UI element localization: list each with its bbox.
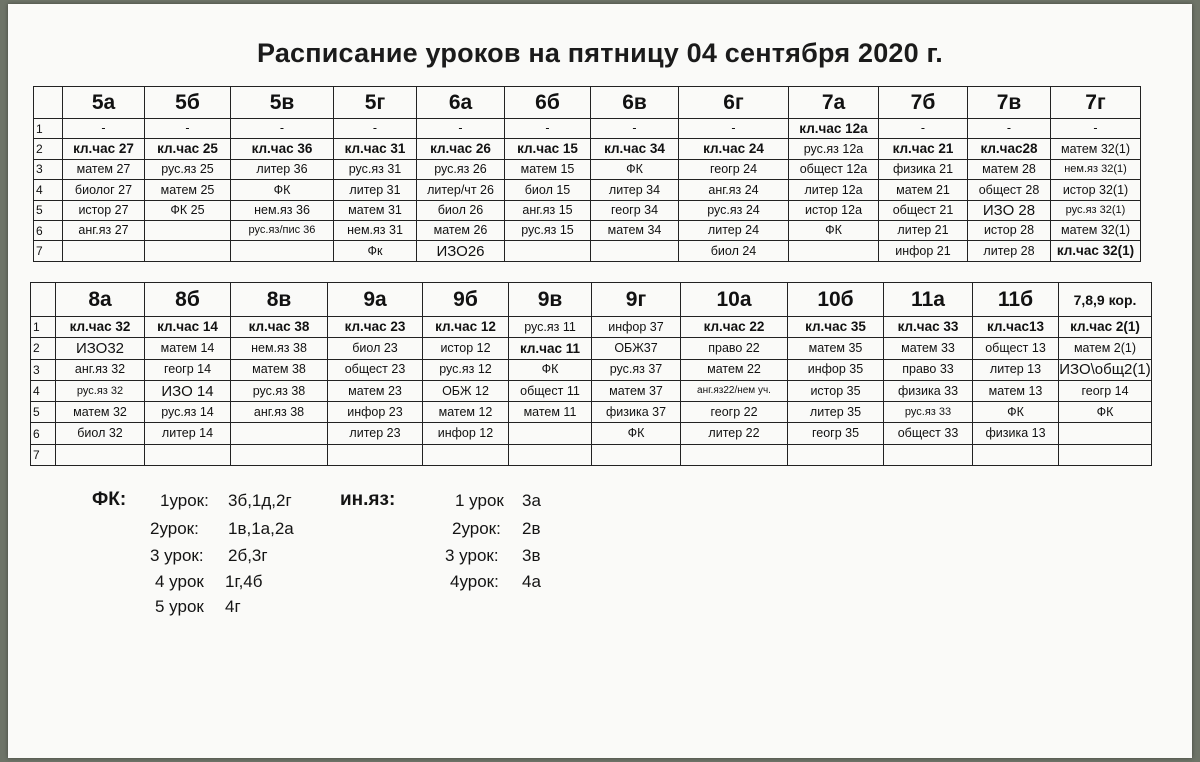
class-header: 6в (591, 87, 679, 119)
lesson-cell: кл.час 22 (681, 317, 788, 338)
lesson-cell: кл.час 26 (417, 139, 505, 159)
lesson-cell: литер 23 (328, 423, 423, 444)
lesson-cell (973, 444, 1059, 465)
lesson-cell (1059, 444, 1152, 465)
lesson-cell: литер 21 (879, 220, 968, 240)
lesson-cell: биолог 27 (63, 180, 145, 200)
lesson-cell: матем 37 (592, 380, 681, 401)
lesson-cell: кл.час 2(1) (1059, 317, 1152, 338)
lesson-cell: кл.час 11 (509, 338, 592, 359)
class-header: 8в (231, 283, 328, 317)
lesson-cell: рус.яз 31 (334, 159, 417, 179)
class-header: 7в (968, 87, 1051, 119)
lesson-cell: инфор 21 (879, 241, 968, 261)
lesson-cell: кл.час 27 (63, 139, 145, 159)
lesson-cell: инфор 35 (788, 359, 884, 380)
lesson-cell (681, 444, 788, 465)
lesson-cell: литер 24 (679, 220, 789, 240)
lesson-cell: биол 15 (505, 180, 591, 200)
lesson-cell: кл.час 12 (423, 317, 509, 338)
lesson-cell: рус.яз 25 (145, 159, 231, 179)
lesson-row (34, 200, 1141, 220)
lesson-cell: биол 23 (328, 338, 423, 359)
class-header: 5б (145, 87, 231, 119)
lesson-cell (1059, 423, 1152, 444)
fk-label: ФК: (92, 489, 127, 510)
lesson-cell: геогр 14 (1059, 380, 1152, 401)
fk-classes: 4г (225, 597, 241, 616)
lesson-cell: литер 28 (968, 241, 1051, 261)
lesson-cell (505, 241, 591, 261)
lesson-cell: матем 38 (231, 359, 328, 380)
class-header: 11а (884, 283, 973, 317)
lesson-cell: ФК (1059, 402, 1152, 423)
lesson-cell: физика 13 (973, 423, 1059, 444)
lesson-cell: рус.яз 26 (417, 159, 505, 179)
lesson-cell: матем 31 (334, 200, 417, 220)
class-header: 5в (231, 87, 334, 119)
lesson-cell: рус.яз 38 (231, 380, 328, 401)
lesson-cell: инфор 12 (423, 423, 509, 444)
lesson-cell (145, 241, 231, 261)
lesson-cell: ФК (973, 402, 1059, 423)
lesson-cell (56, 444, 145, 465)
fk-lesson: 3 урок: (150, 546, 204, 565)
lesson-cell: - (231, 119, 334, 139)
lang-classes: 2в (522, 519, 541, 538)
lesson-cell: нем.яз 36 (231, 200, 334, 220)
lesson-cell: матем 22 (681, 359, 788, 380)
lesson-cell: - (505, 119, 591, 139)
lesson-cell: кл.час 34 (591, 139, 679, 159)
fk-lesson: 2урок: (150, 519, 199, 538)
lesson-cell: геогр 24 (679, 159, 789, 179)
lesson-cell: - (679, 119, 789, 139)
corner-cell (34, 87, 63, 119)
lesson-cell: истор 32(1) (1051, 180, 1141, 200)
lesson-cell: матем 33 (884, 338, 973, 359)
lesson-cell: матем 25 (145, 180, 231, 200)
lesson-cell (63, 241, 145, 261)
lesson-cell: анг.яз22/нем уч. (681, 380, 788, 401)
schedule-table-5-7 (33, 86, 1141, 262)
lesson-cell (231, 241, 334, 261)
lesson-cell: истор 12а (789, 200, 879, 220)
lesson-cell (788, 444, 884, 465)
lesson-cell: матем 12 (423, 402, 509, 423)
class-header: 6а (417, 87, 505, 119)
class-header: 7г (1051, 87, 1141, 119)
lesson-number: 2 (31, 338, 56, 359)
lesson-cell: матем 26 (417, 220, 505, 240)
lesson-cell: кл.час 24 (679, 139, 789, 159)
lesson-number: 3 (31, 359, 56, 380)
lesson-cell: нем.яз 38 (231, 338, 328, 359)
lesson-cell: общест 28 (968, 180, 1051, 200)
lesson-cell: общест 21 (879, 200, 968, 220)
fk-classes: 3б,1д,2г (228, 491, 292, 510)
lesson-cell: физика 21 (879, 159, 968, 179)
lesson-cell: кл.час 15 (505, 139, 591, 159)
lesson-cell (509, 444, 592, 465)
lesson-cell: матем 23 (328, 380, 423, 401)
lesson-cell: кл.час13 (973, 317, 1059, 338)
lesson-cell: кл.час 23 (328, 317, 423, 338)
class-header: 5г (334, 87, 417, 119)
lesson-row (31, 380, 1152, 401)
lang-classes: 3а (522, 491, 541, 510)
lesson-cell: биол 24 (679, 241, 789, 261)
page-title: Расписание уроков на пятницу 04 сентября 2020 г. (256, 38, 944, 68)
lesson-number: 4 (31, 380, 56, 401)
lesson-cell: рус.яз 33 (884, 402, 973, 423)
class-header: 6б (505, 87, 591, 119)
lesson-cell: матем 27 (63, 159, 145, 179)
lesson-cell: анг.яз 24 (679, 180, 789, 200)
lesson-cell: нем.яз 32(1) (1051, 159, 1141, 179)
lesson-cell (145, 444, 231, 465)
lesson-cell: рус.яз 37 (592, 359, 681, 380)
lesson-cell: ФК (592, 423, 681, 444)
lesson-number: 6 (34, 220, 63, 240)
lesson-cell: ОБЖ37 (592, 338, 681, 359)
lesson-cell: кл.час28 (968, 139, 1051, 159)
lesson-row (31, 338, 1152, 359)
lang-lesson: 2урок: (452, 519, 501, 538)
fk-lesson: 5 урок (155, 597, 204, 616)
lesson-cell (328, 444, 423, 465)
lesson-cell: матем 34 (591, 220, 679, 240)
lesson-cell: истор 28 (968, 220, 1051, 240)
lesson-cell: ФК 25 (145, 200, 231, 220)
lesson-cell: литер 13 (973, 359, 1059, 380)
lesson-number: 2 (34, 139, 63, 159)
lesson-row (31, 444, 1152, 465)
lesson-cell (592, 444, 681, 465)
lesson-number: 1 (31, 317, 56, 338)
lesson-cell: ИЗО26 (417, 241, 505, 261)
lesson-row (31, 359, 1152, 380)
lesson-cell: ИЗО\общ2(1) (1059, 359, 1152, 380)
lesson-cell: рус.яз 14 (145, 402, 231, 423)
lesson-cell: матем 2(1) (1059, 338, 1152, 359)
class-header: 7,8,9 кор. (1059, 283, 1152, 317)
lesson-cell: матем 28 (968, 159, 1051, 179)
lesson-row (34, 180, 1141, 200)
lesson-row (31, 402, 1152, 423)
lesson-cell: кл.час 33 (884, 317, 973, 338)
lesson-number: 5 (31, 402, 56, 423)
lesson-cell (231, 444, 328, 465)
lesson-cell: литер 12а (789, 180, 879, 200)
class-header: 6г (679, 87, 789, 119)
lang-label: ин.яз: (340, 489, 396, 510)
lesson-cell: ФК (231, 180, 334, 200)
lesson-cell: - (145, 119, 231, 139)
lesson-cell: матем 32(1) (1051, 220, 1141, 240)
lesson-cell: кл.час 14 (145, 317, 231, 338)
lesson-cell: литер 31 (334, 180, 417, 200)
lesson-cell: истор 35 (788, 380, 884, 401)
lesson-cell (231, 423, 328, 444)
lesson-row (34, 159, 1141, 179)
lesson-cell (509, 423, 592, 444)
fk-classes: 1г,4б (225, 572, 263, 591)
lesson-cell: литер 36 (231, 159, 334, 179)
lesson-cell: матем 21 (879, 180, 968, 200)
lesson-cell: общест 12а (789, 159, 879, 179)
lesson-cell: инфор 23 (328, 402, 423, 423)
lang-lesson: 3 урок: (445, 546, 499, 565)
fk-lesson: 1урок: (160, 491, 209, 510)
corner-cell (31, 283, 56, 317)
lesson-cell: литер 22 (681, 423, 788, 444)
lesson-cell: биол 26 (417, 200, 505, 220)
lesson-cell: анг.яз 27 (63, 220, 145, 240)
class-header: 10а (681, 283, 788, 317)
lesson-cell: - (417, 119, 505, 139)
lesson-cell: матем 32(1) (1051, 139, 1141, 159)
lesson-cell: кл.час 38 (231, 317, 328, 338)
lesson-cell: кл.час 35 (788, 317, 884, 338)
lesson-cell: матем 35 (788, 338, 884, 359)
lang-lesson: 4урок: (450, 572, 499, 591)
lang-classes: 3в (522, 546, 541, 565)
lesson-cell: - (968, 119, 1051, 139)
lesson-cell: общест 11 (509, 380, 592, 401)
lesson-cell: ФК (591, 159, 679, 179)
lesson-cell: матем 32 (56, 402, 145, 423)
lesson-number: 3 (34, 159, 63, 179)
class-header: 5а (63, 87, 145, 119)
fk-classes: 1в,1а,2а (228, 519, 294, 538)
lesson-cell (145, 220, 231, 240)
lesson-cell: кл.час 32 (56, 317, 145, 338)
lesson-cell: геогр 34 (591, 200, 679, 220)
lesson-cell: анг.яз 32 (56, 359, 145, 380)
lesson-cell: геогр 35 (788, 423, 884, 444)
lesson-cell: матем 11 (509, 402, 592, 423)
class-header: 8б (145, 283, 231, 317)
lesson-cell (591, 241, 679, 261)
lesson-cell: анг.яз 15 (505, 200, 591, 220)
lesson-cell: рус.яз 12 (423, 359, 509, 380)
lesson-cell: ОБЖ 12 (423, 380, 509, 401)
lesson-cell: - (591, 119, 679, 139)
lesson-cell: кл.час 12а (789, 119, 879, 139)
lesson-cell: геогр 14 (145, 359, 231, 380)
lesson-cell: ФК (789, 220, 879, 240)
lesson-cell: рус.яз 15 (505, 220, 591, 240)
lesson-cell (789, 241, 879, 261)
lesson-cell: право 33 (884, 359, 973, 380)
lesson-cell: анг.яз 38 (231, 402, 328, 423)
lesson-cell: общест 33 (884, 423, 973, 444)
lesson-row (34, 119, 1141, 139)
lesson-cell: ФК (509, 359, 592, 380)
lesson-cell: кл.час 32(1) (1051, 241, 1141, 261)
fk-classes: 2б,3г (228, 546, 268, 565)
lesson-cell: геогр 22 (681, 402, 788, 423)
lesson-cell: рус.яз 32(1) (1051, 200, 1141, 220)
lesson-row (31, 317, 1152, 338)
class-header: 8а (56, 283, 145, 317)
lesson-cell: истор 27 (63, 200, 145, 220)
lesson-number: 4 (34, 180, 63, 200)
lesson-cell: рус.яз/пис 36 (231, 220, 334, 240)
class-header: 7б (879, 87, 968, 119)
lesson-cell: литер/чт 26 (417, 180, 505, 200)
lesson-cell (423, 444, 509, 465)
lesson-cell: ИЗО32 (56, 338, 145, 359)
class-header-row (31, 283, 1152, 317)
lesson-cell: матем 15 (505, 159, 591, 179)
lesson-cell: ИЗО 14 (145, 380, 231, 401)
class-header: 9б (423, 283, 509, 317)
class-header-row (34, 87, 1141, 119)
fk-lesson: 4 урок (155, 572, 204, 591)
lang-classes: 4а (522, 572, 541, 591)
class-header: 7а (789, 87, 879, 119)
lesson-cell: кл.час 21 (879, 139, 968, 159)
lesson-row (34, 139, 1141, 159)
lesson-cell: инфор 37 (592, 317, 681, 338)
lang-lesson: 1 урок (455, 491, 504, 510)
schedule-table-8-11 (30, 282, 1152, 466)
class-header: 11б (973, 283, 1059, 317)
lesson-cell: рус.яз 24 (679, 200, 789, 220)
class-header: 10б (788, 283, 884, 317)
lesson-cell: кл.час 36 (231, 139, 334, 159)
lesson-cell: физика 33 (884, 380, 973, 401)
lesson-cell: право 22 (681, 338, 788, 359)
lesson-number: 7 (31, 444, 56, 465)
lesson-cell: - (63, 119, 145, 139)
lesson-cell: литер 34 (591, 180, 679, 200)
lesson-cell: нем.яз 31 (334, 220, 417, 240)
lesson-cell: общест 13 (973, 338, 1059, 359)
lesson-cell: - (1051, 119, 1141, 139)
lesson-cell: Фк (334, 241, 417, 261)
lesson-cell: физика 37 (592, 402, 681, 423)
lesson-row (34, 241, 1141, 261)
lesson-cell: кл.час 25 (145, 139, 231, 159)
lesson-cell: литер 14 (145, 423, 231, 444)
lesson-cell: рус.яз 12а (789, 139, 879, 159)
lesson-cell: ИЗО 28 (968, 200, 1051, 220)
lesson-row (34, 220, 1141, 240)
lesson-row (31, 423, 1152, 444)
lesson-cell: рус.яз 32 (56, 380, 145, 401)
lesson-number: 1 (34, 119, 63, 139)
class-header: 9в (509, 283, 592, 317)
class-header: 9а (328, 283, 423, 317)
lesson-number: 5 (34, 200, 63, 220)
class-header: 9г (592, 283, 681, 317)
lesson-cell: - (879, 119, 968, 139)
lesson-number: 7 (34, 241, 63, 261)
lesson-cell: истор 12 (423, 338, 509, 359)
lesson-cell: кл.час 31 (334, 139, 417, 159)
lesson-cell: рус.яз 11 (509, 317, 592, 338)
lesson-cell: - (334, 119, 417, 139)
lesson-cell: биол 32 (56, 423, 145, 444)
lesson-cell: общест 23 (328, 359, 423, 380)
lesson-cell (884, 444, 973, 465)
lesson-number: 6 (31, 423, 56, 444)
lesson-cell: литер 35 (788, 402, 884, 423)
lesson-cell: матем 14 (145, 338, 231, 359)
lesson-cell: матем 13 (973, 380, 1059, 401)
